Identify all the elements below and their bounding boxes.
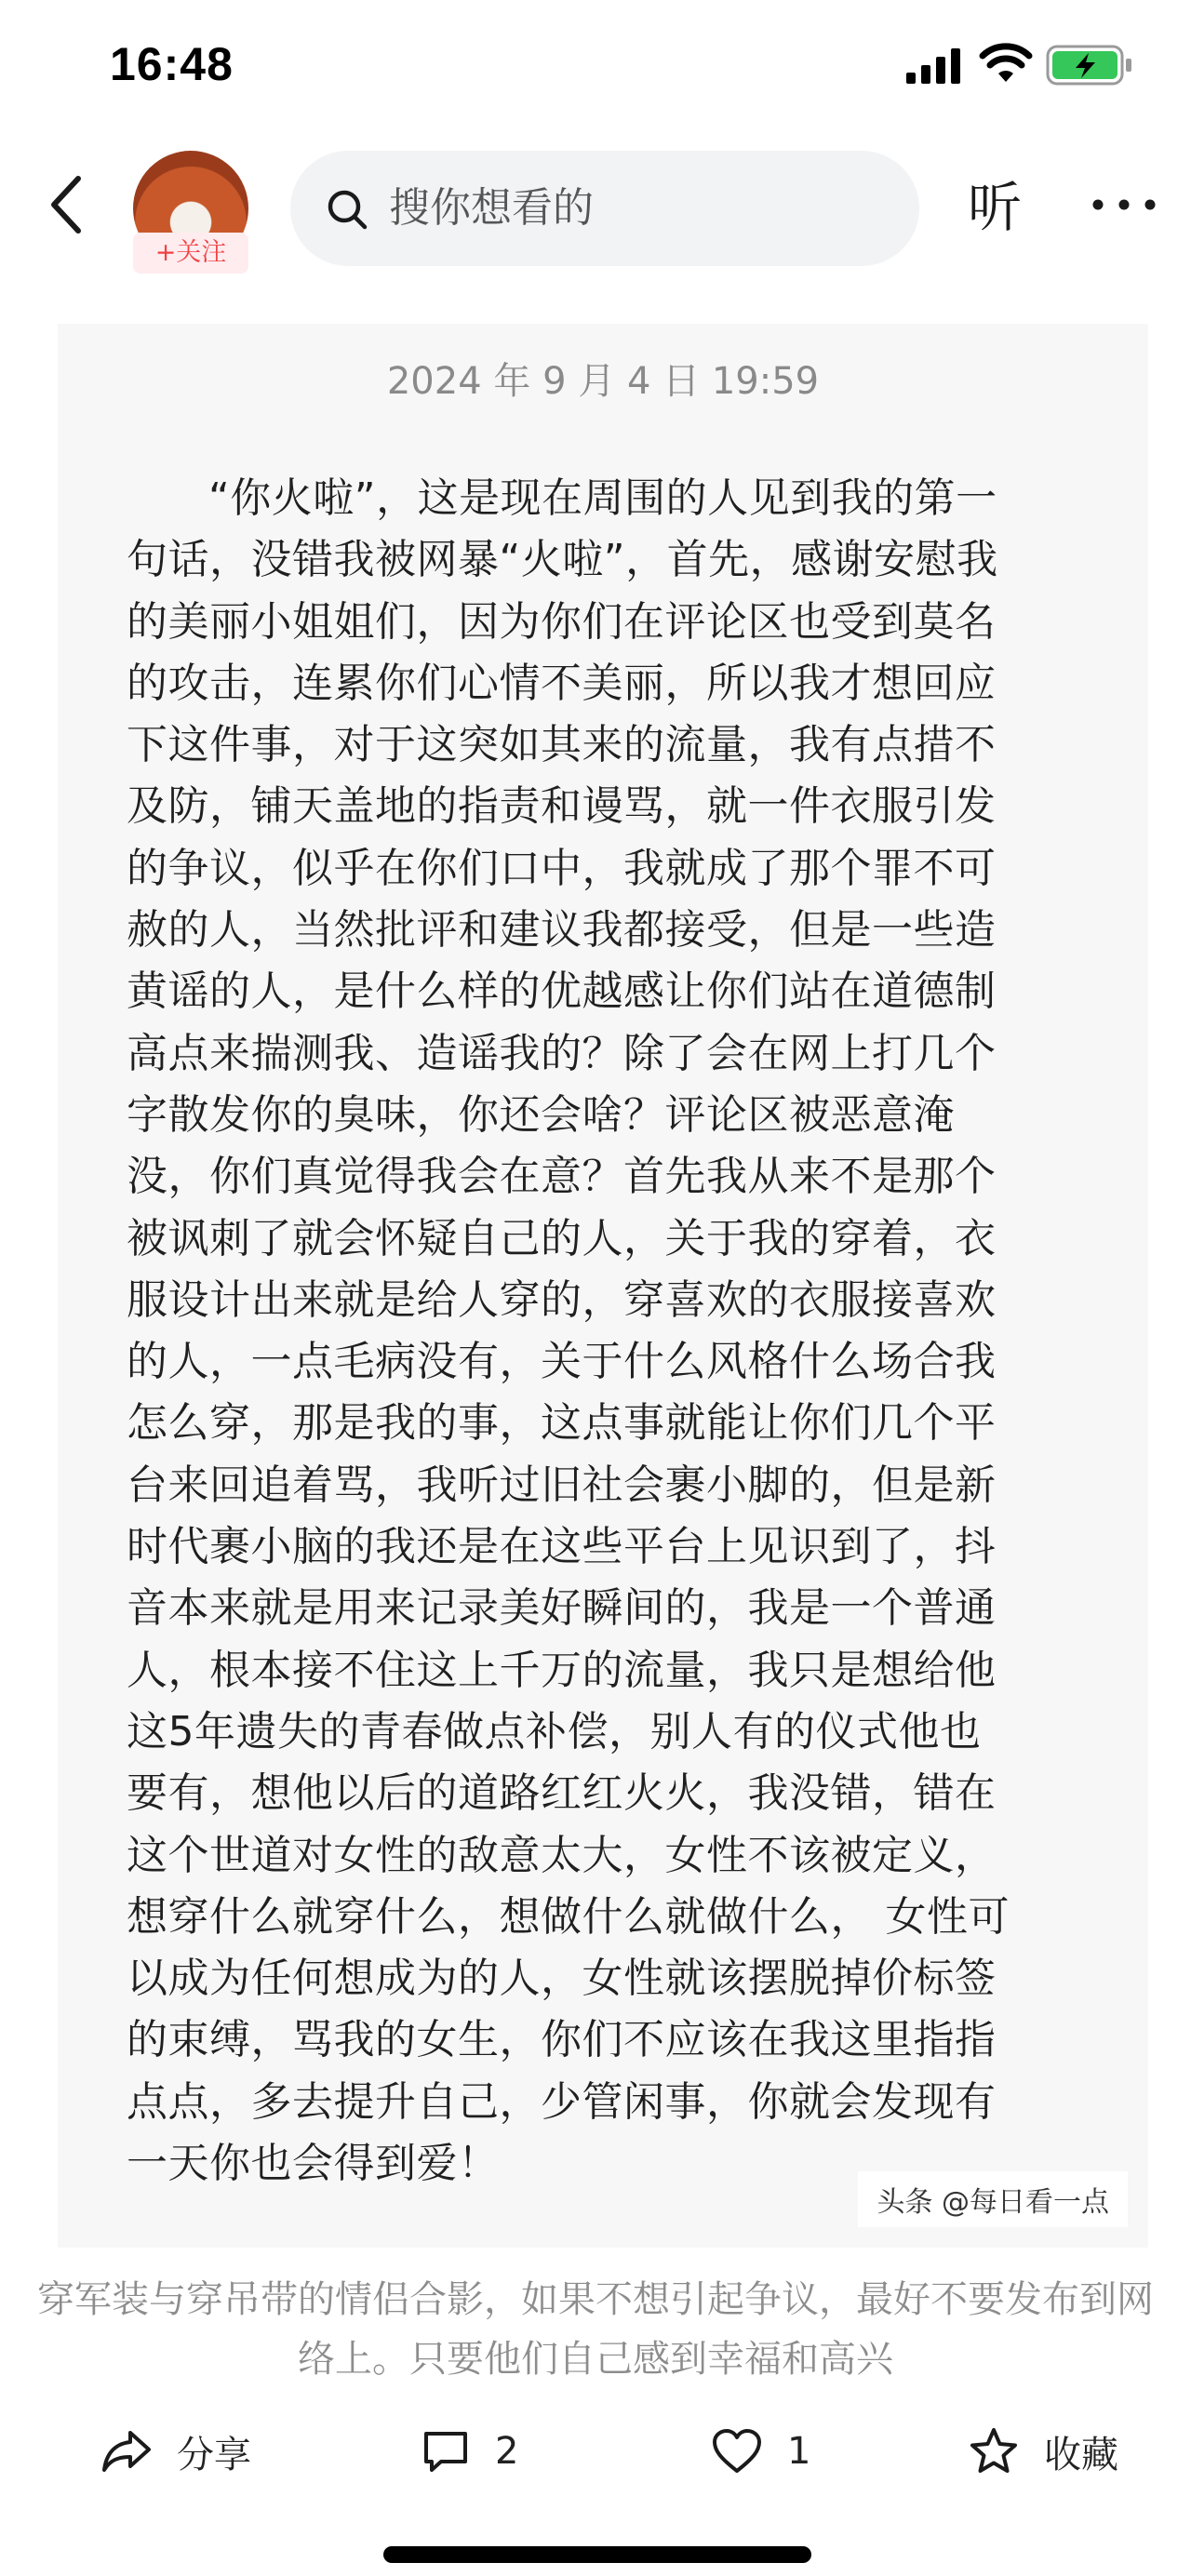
post-text-line: 这5年遗失的青春做点补偿，别人有的仪式他也 [127,1707,982,1755]
post-text-line: 的攻击，连累你们心情不美丽，所以我才想回应 [127,659,997,707]
listen-button[interactable]: 听 [968,176,1023,239]
collect-button[interactable] [968,2405,1118,2498]
post-text-line: 这个世道对女性的敌意太大，女性不该被定义， [127,1831,997,1879]
status-time: 16:48 [110,38,234,90]
post-text-line: 服设计出来就是给人穿的，穿喜欢的衣服接喜欢 [127,1275,997,1324]
post-image-date: 2024 年 9 月 4 日 19:59 [386,360,820,403]
status-bar [0,0,1191,140]
post-caption: 穿军装与穿吊带的情侣合影，如果不想引起争议，最好不要发布到网络上。只要他们自己感到幸福和高兴 [37,2278,1154,2381]
comment-icon [421,2428,471,2475]
home-indicator [383,2546,811,2563]
wifi-icon [979,43,1033,84]
like-count: 1 [787,2430,811,2473]
search-placeholder: 搜你想看的 [389,184,594,232]
share-label: 分享 [177,2433,251,2476]
post-text-line: 赦的人，当然批评和建议我都接受，但是一些造 [127,906,997,954]
action-bar [0,2405,1191,2498]
more-button[interactable] [1087,167,1161,242]
follow-button[interactable]: +关注 [133,233,248,274]
post-text-line: 怎么穿，那是我的事，这点事就能让你们几个平 [127,1399,997,1448]
post-text-line: 高点来揣测我、造谣我的？除了会在网上打几个 [127,1029,997,1077]
comment-count: 2 [495,2430,519,2473]
post-text-line: 一天你也会得到爱！ [127,2140,500,2188]
post-text-line: 黄谣的人，是什么样的优越感让你们站在道德制 [127,968,997,1016]
post-text-line: 的束缚，骂我的女生，你们不应该在我这里指指 [127,2016,997,2064]
back-button[interactable] [41,167,97,242]
post-text-line: 及防，铺天盖地的指责和谩骂，就一件衣服引发 [127,782,997,831]
post-text-line: 被讽刺了就会怀疑自己的人，关于我的穿着，衣 [127,1214,997,1262]
search-icon [326,188,368,231]
post-text-line: 音本来就是用来记录美好瞬间的，我是一个普通 [127,1584,997,1633]
post-text-line: 字散发你的臭味，你还会啥？评论区被恶意淹 [127,1090,955,1139]
post-text-line: 没，你们真觉得我会在意？首先我从来不是那个 [127,1153,997,1201]
post-text-line: 下这件事，对于这突如其来的流量，我有点措不 [127,721,997,769]
chevron-left-icon [54,179,78,231]
comment-button[interactable] [421,2405,518,2498]
battery-charging-icon [1046,45,1135,86]
post-text-line: 句话，没错我被网暴“火啦”，首先，感谢安慰我 [127,536,998,584]
post-text-line: 的美丽小姐姐们，因为你们在评论区也受到莫名 [127,597,997,646]
post-text-line: 的争议，似乎在你们口中，我就成了那个罪不可 [127,844,997,892]
watermark: 头条 @每日看一点 [858,2171,1128,2227]
post-text-line: 以成为任何想成为的人，女性就该摆脱掉价标签 [127,1955,997,2003]
collect-label: 收藏 [1044,2433,1118,2476]
post-text-line: 要有，想他以后的道路红红火火，我没错，错在 [127,1769,997,1818]
post-image-text [127,468,1066,2195]
post-text-line: 时代裹小脑的我还是在这些平台上见识到了，抖 [127,1523,997,1571]
star-icon [968,2426,1020,2476]
post-text-line: 的人，一点毛病没有，关于什么风格什么场合我 [127,1338,997,1386]
heart-icon [711,2428,763,2475]
share-button[interactable] [100,2405,251,2498]
post-text-line: “你火啦”，这是现在周围的人见到我的第一 [208,474,997,522]
more-icon [1093,200,1156,210]
post-text-line: 想穿什么就穿什么，想做什么就做什么， 女性可 [127,1892,1010,1941]
article-header [0,140,1191,279]
post-text-line: 人，根本接不住这上千万的流量，我只是想给他 [127,1646,997,1694]
post-image[interactable] [58,324,1148,2248]
signal-icon [904,47,964,84]
search-input[interactable] [290,151,919,266]
post-text-line: 点点，多去提升自己，少管闲事，你就会发现有 [127,2077,997,2126]
post-text-line: 台来回追着骂，我听过旧社会裹小脚的，但是新 [127,1461,997,1509]
author-avatar-area[interactable] [133,151,248,272]
like-button[interactable] [711,2405,810,2498]
share-icon [100,2427,153,2476]
